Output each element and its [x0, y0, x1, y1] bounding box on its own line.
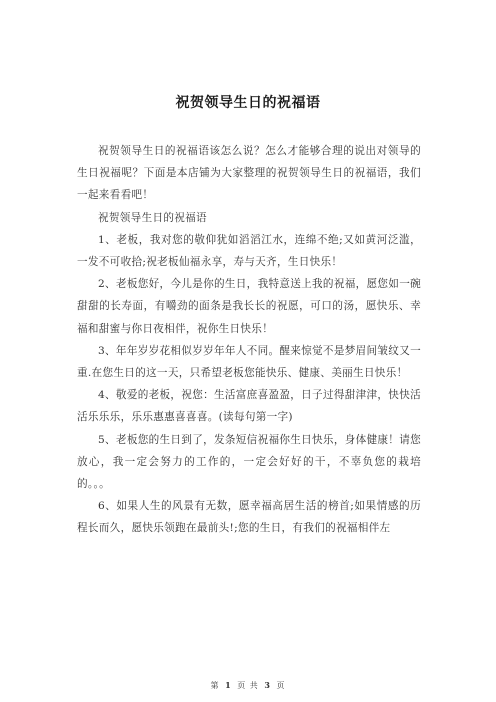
wish-paragraph-6: 6、如果人生的风景有无数，愿幸福高居生活的榜首;如果情感的历程长而久，愿快乐领跑在最前头!;您的生日，有我们的祝福相伴左	[77, 500, 421, 535]
wish-paragraph-4: 4、敬爱的老板，祝您：生活富庶喜盈盈，日子过得甜津津，快快活活乐乐乐，乐乐惠惠喜喜喜。(读每句第一字)	[77, 389, 421, 424]
wish-paragraph-5: 5、老板您的生日到了，发条短信祝福你生日快乐，身体健康！请您放心，我一定会努力的工作的，一定会好好的干，不辜负您的栽培的。。。	[77, 433, 421, 491]
footer-total-pages: 3	[264, 680, 271, 690]
footer-prefix: 第	[210, 681, 220, 690]
footer-suffix: 页	[276, 681, 286, 690]
footer-middle: 页 共	[237, 681, 259, 690]
page-footer	[0, 680, 496, 691]
wish-paragraph-3: 3、年年岁岁花相似岁岁年年人不同。醒来惊觉不是梦眉间皱纹又一重.在您生日的这一天，只希望老板您能快乐、健康、美丽生日快乐！	[77, 344, 421, 380]
wish-paragraph-1: 1、老板，我对您的敬仰犹如滔滔江水，连绵不绝;又如黄河泛滥，一发不可收拾;祝老板仙福永享，寿与天齐，生日快乐！	[77, 233, 421, 269]
document-body	[77, 140, 421, 540]
wish-paragraph-2: 2、老板您好，今儿是你的生日，我特意送上我的祝福，愿您如一碗甜甜的长寿面，有嚼劲的面条是我长长的祝愿，可口的汤，愿快乐、幸福和甜蜜与你日夜相伴，祝你生日快乐！	[77, 278, 421, 335]
section-heading: 祝贺领导生日的祝福语	[98, 211, 207, 224]
document-title: 祝贺领导生日的祝福语	[175, 95, 321, 111]
intro-paragraph: 祝贺领导生日的祝福语该怎么说？怎么才能够合理的说出对领导的生日祝福呢？下面是本店铺为大家整理的祝贺领导生日的祝福语，我们一起来看看吧！	[77, 145, 421, 202]
footer-page-number: 1	[225, 680, 232, 690]
